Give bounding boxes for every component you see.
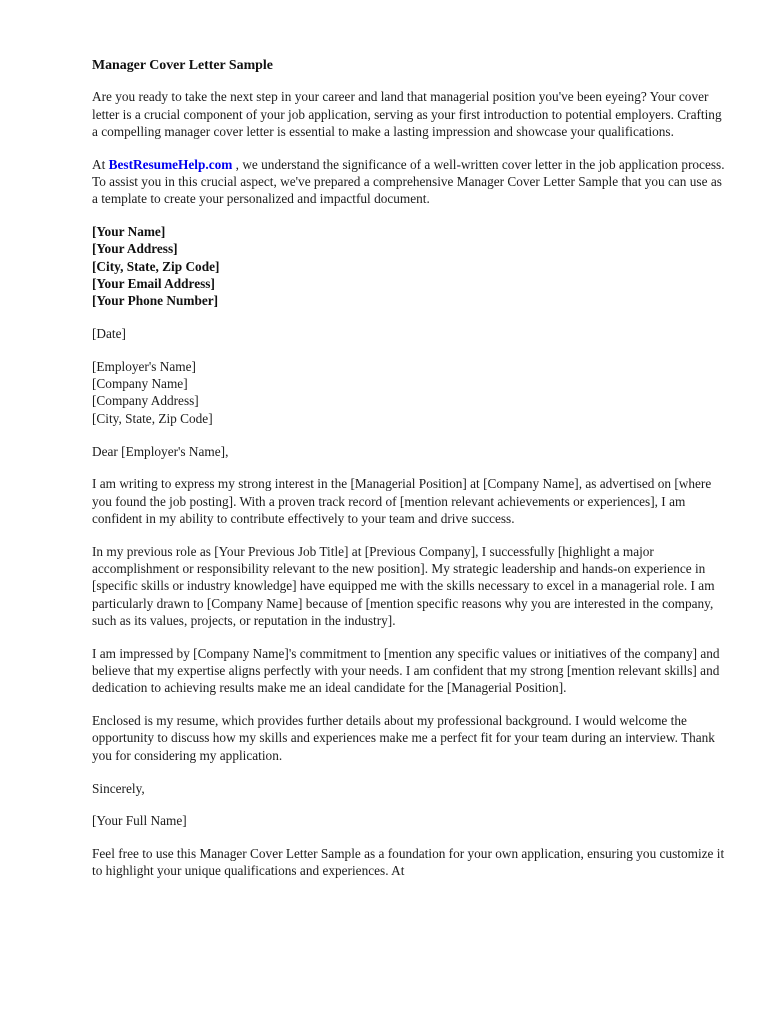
body-paragraph-1: I am writing to express my strong interest in the [Managerial Position] at [Company Name], as advertised on [where you found the job posting]. With a proven track record of [mention relevant achievements or experiences], I am confident in my ability to contribute effectively to your team and drive success. <box>92 476 712 526</box>
document-title: Manager Cover Letter Sample <box>92 58 273 73</box>
recipient-company-line: [Company Name] <box>92 376 188 392</box>
cover-letter-document <box>92 57 726 880</box>
sender-address-block <box>92 223 726 309</box>
date-line: [Date] <box>92 326 126 342</box>
brand-paragraph <box>92 156 726 208</box>
sender-name-line: [Your Name] <box>92 224 166 240</box>
intro-paragraph: Are you ready to take the next step in your career and land that managerial position you've been eyeing? Your cover letter is a crucial component of your job application, serving as your first introduction to potential employers. Crafting a compelling manager cover letter is essential to make a lasting impression and showcase your qualifications. <box>92 89 722 139</box>
sender-city-line: [City, State, Zip Code] <box>92 258 220 274</box>
brand-link[interactable]: BestResumeHelp.com <box>108 156 233 172</box>
salutation: Dear [Employer's Name], <box>92 443 229 459</box>
signature-line: [Your Full Name] <box>92 813 187 829</box>
closing-line: Sincerely, <box>92 780 145 796</box>
body-paragraph-4: Enclosed is my resume, which provides further details about my professional background. I would welcome the opportunity to discuss how my skills and experiences make me a perfect fit for your team during an interview. Thank you for considering my application. <box>92 713 715 763</box>
sender-address-line: [Your Address] <box>92 241 178 257</box>
brand-paragraph-prefix: At <box>92 156 109 172</box>
footer-paragraph: Feel free to use this Manager Cover Letter Sample as a foundation for your own application, ensuring you customize it to highlight your unique qualifications and experiences. At <box>92 846 725 879</box>
recipient-address-block <box>92 358 726 427</box>
body-paragraph-2: In my previous role as [Your Previous Job Title] at [Previous Company], I successfully [highlight a major accomplishment or responsibility relevant to the new position]. My strategic leadership and hands-on experience in [specific skills or industry knowledge] have equipped me with the skills necessary to excel in a managerial role. I am particularly drawn to [Company Name] because of [mention specific reasons why you are interested in the company, such as its values, projects, or reputation in the industry]. <box>92 543 715 628</box>
recipient-name-line: [Employer's Name] <box>92 358 196 374</box>
recipient-city-line: [City, State, Zip Code] <box>92 410 213 426</box>
brand-paragraph-suffix: , we understand the significance of a well-written cover letter in the job application process. To assist you in this crucial aspect, we've prepared a comprehensive Manager Cover Letter Sample that you can use as a template to create your personalized and impactful document. <box>92 156 725 207</box>
body-paragraph-3: I am impressed by [Company Name]'s commitment to [mention any specific values or initiatives of the company] and believe that my expertise aligns perfectly with your needs. I am confident that my strong [mention relevant skills] and dedication to achieving results make me an ideal candidate for the [Managerial Position]. <box>92 645 720 696</box>
sender-email-line: [Your Email Address] <box>92 275 215 291</box>
sender-phone-line: [Your Phone Number] <box>92 293 219 309</box>
recipient-address-line: [Company Address] <box>92 393 199 409</box>
